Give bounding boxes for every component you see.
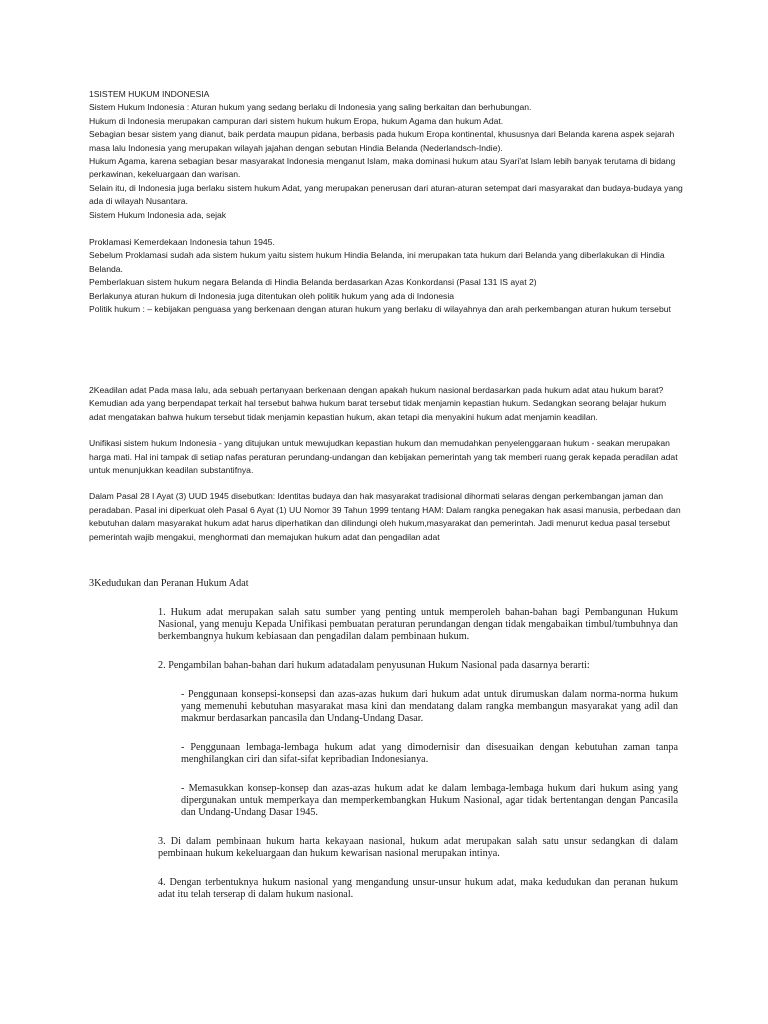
list-item: - Penggunaan konsepsi-konsepsi dan azas-azas hukum dari hukum adat untuk dirumuskan dalam norma-norma hukum yang memenuhi kebutuhan masyarakat masa kini dan mendatang dalam rangka membangun masyarakat yang adil dan makmur berdasarkan pancasila dan Undang-Undang Dasar. xyxy=(181,689,678,724)
paragraph: Pemberlakuan sistem hukum negara Belanda di Hindia Belanda berdasarkan Azas Konkordansi (Pasal 131 IS ayat 2) xyxy=(89,277,537,288)
paragraph: Unifikasi sistem hukum Indonesia - yang ditujukan untuk mewujudkan kepastian hukum dan memudahkan penyelenggaraan hukum - seakan merupakan harga mati. Hal ini tampak di setiap nafas peraturan perundang-undangan dan kebijakan pemerintah yang tak memberi ruang gerak kepada peradilan adat untuk menunjukkan keadilan substantifnya. xyxy=(89,438,678,476)
list-item: 1. Hukum adat merupakan salah satu sumber yang penting untuk memperoleh bahan-bahan bagi Pembangunan Hukum Nasional, yang menuju Kepada Unifikasi pembuatan peraturan perundangan dengan tidak mengabaikan timbul/tumbuhnya dan berkembangnya hukum kebiasaan dan pengadilan dalam pembinaan hukum. xyxy=(158,607,678,642)
section-sistem-hukum xyxy=(89,88,685,317)
paragraph: Proklamasi Kemerdekaan Indonesia tahun 1945. xyxy=(89,237,275,248)
section-title: 1SISTEM HUKUM INDONESIA xyxy=(89,89,210,99)
section-keadilan-adat xyxy=(89,384,685,544)
list-item: 4. Dengan terbentuknya hukum nasional yang mengandung unsur-unsur hukum adat, maka kedudukan dan peranan hukum adat itu telah terserap di dalam hukum nasional. xyxy=(158,877,678,900)
section-title: 3Kedudukan dan Peranan Hukum Adat xyxy=(89,578,249,589)
paragraph: Hukum di Indonesia merupakan campuran dari sistem hukum hukum Eropa, hukum Agama dan hukum Adat. xyxy=(89,115,504,126)
paragraph: 2Keadilan adat Pada masa lalu, ada sebuah pertanyaan berkenaan dengan apakah hukum nasional berdasarkan pada hukum adat atau hukum barat? Kemudian ada yang berpendapat terkait hal tersebut bahwa hukum barat tersebut tidak menjamin kepastian hukum. Sedangkan seorang belajar hukum adat mengatakan bahwa hukum tersebut tidak menjamin kepastian hukum, akan tetapi dia menyakini hukum adat menjamin keadilan. xyxy=(89,385,667,422)
paragraph: Sebelum Proklamasi sudah ada sistem hukum yaitu sistem hukum Hindia Belanda, ini merupakan tata hukum dari Belanda yang diberlakukan di Hindia Belanda. xyxy=(89,250,665,274)
paragraph: Hukum Agama, karena sebagian besar masyarakat Indonesia menganut Islam, maka dominasi hukum atau Syari'at Islam lebih banyak terutama di bidang perkawinan, kekeluargaan dan warisan. xyxy=(89,156,676,180)
list-item: - Memasukkan konsep-konsep dan azas-azas hukum adat ke dalam lembaga-lembaga hukum dari hukum asing yang dipergunakan untuk memperkaya dan memperkembangkan Hukum Nasional, agar tidak bertentangan dengan Pancasila dan Undang-Undang Dasar 1945. xyxy=(181,783,678,818)
paragraph: Sistem Hukum Indonesia : Aturan hukum yang sedang berlaku di Indonesia yang saling berkaitan dan berhubungan. xyxy=(89,102,532,113)
list-item: 3. Di dalam pembinaan hukum harta kekayaan nasional, hukum adat merupakan salah satu unsur sedangkan di dalam pembinaan hukum kekeluargaan dan hukum kewarisan nasional merupakan intinya. xyxy=(158,836,678,859)
list-item: - Penggunaan lembaga-lembaga hukum adat yang dimodernisir dan disesuaikan dengan kebutuhan zaman tanpa menghilangkan ciri dan sifat-sifat kepribadian Indonesianya. xyxy=(181,742,678,765)
paragraph: Politik hukum : – kebijakan penguasa yang berkenaan dengan aturan hukum yang berlaku di wilayahnya dan arah perkembangan aturan hukum tersebut xyxy=(89,304,671,315)
paragraph: Sistem Hukum Indonesia ada, sejak xyxy=(89,209,227,220)
paragraph: Sebagian besar sistem yang dianut, baik perdata maupun pidana, berbasis pada hukum Eropa kontinental, khususnya dari Belanda karena aspek sejarah masa lalu Indonesia yang merupakan wilayah jajahan dengan sebutan Hindia Belanda (Nederlandsch-Indie). xyxy=(89,129,675,153)
list-item: 2. Pengambilan bahan-bahan dari hukum adatadalam penyusunan Hukum Nasional pada dasarnya berarti: xyxy=(158,660,590,671)
paragraph: Berlakunya aturan hukum di Indonesia juga ditentukan oleh politik hukum yang ada di Indonesia xyxy=(89,290,455,301)
paragraph: Dalam Pasal 28 I Ayat (3) UUD 1945 disebutkan: Identitas budaya dan hak masyarakat tradisional dihormati selaras dengan perkembangan jaman dan peradaban. Pasal ini diperkuat oleh Pasal 6 Ayat (1) UU Nomor 39 Tahun 1999 tentang HAM: Dalam rangka penegakan hak asasi manusia, perbedaan dan kebutuhan dalam masyarakat hukum adat harus diperhatikan dan dilindungi oleh hukum,masyarakat dan pemerintah. Jadi menurut kedua pasal tersebut pemerintah wajib mengakui, menghormati dan memajukan hukum adat dan pengadilan adat xyxy=(89,491,681,542)
paragraph: Selain itu, di Indonesia juga berlaku sistem hukum Adat, yang merupakan penerusan dari aturan-aturan setempat dari masyarakat dan budaya-budaya yang ada di wilayah Nusantara. xyxy=(89,182,683,207)
